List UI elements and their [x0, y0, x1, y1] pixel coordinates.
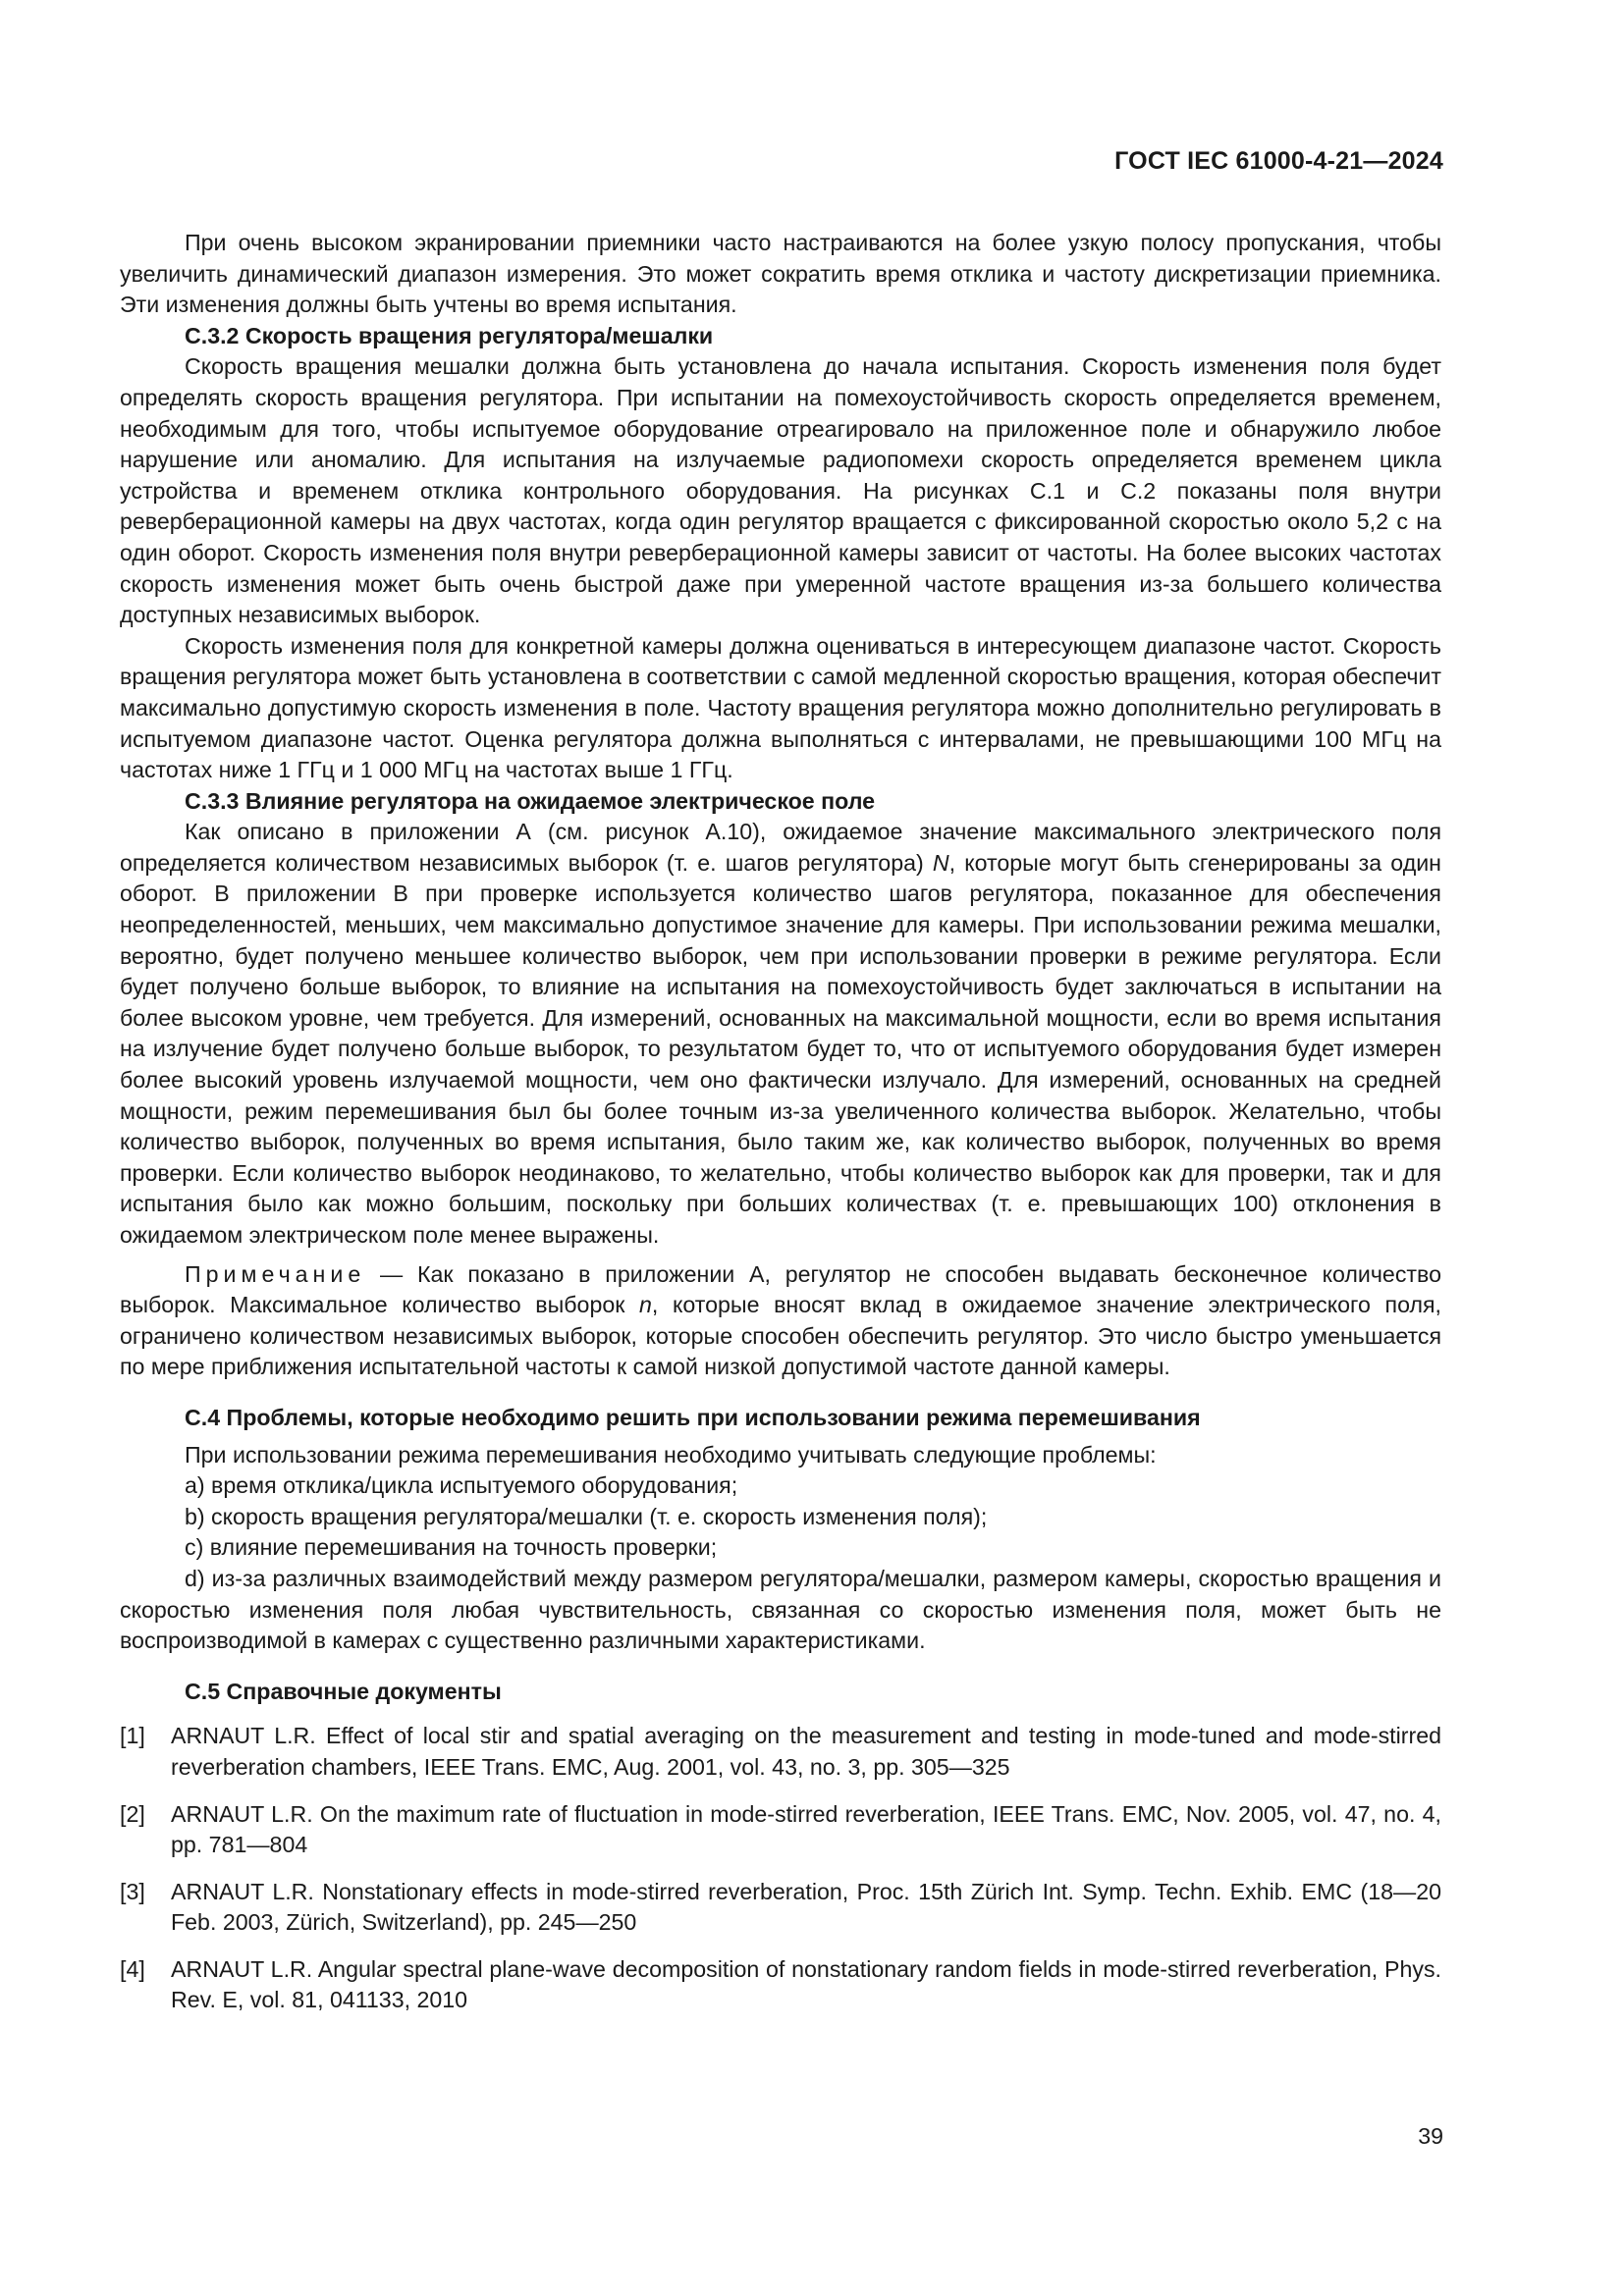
text-run: Как описано в приложении А (см. рисунок А.10), ожидаемое значение максимального электрического поля определяется количеством независимых выборок (т. е. шагов регулятора) [120, 819, 1441, 876]
note-label: Примечание [185, 1260, 366, 1287]
reference-text: ARNAUT L.R. Angular spectral plane-wave decomposition of nonstationary random fields in mode-stirred reverberation, Phys. Rev. E, vol. 81, 041133, 2010 [171, 1955, 1441, 2013]
reference-number: [1] [120, 1723, 145, 1749]
reference-text: ARNAUT L.R. On the maximum rate of fluctuation in mode-stirred reverberation, IEEE Trans. EMC, Nov. 2005, vol. 47, no. 4, pp. 781—804 [171, 1800, 1441, 1858]
reference-text: ARNAUT L.R. Effect of local stir and spatial averaging on the measurement and testing in mode-tuned and mode-stirred reverberation chambers, IEEE Trans. EMC, Aug. 2001, vol. 43, no. 3, pp. 305—325 [171, 1723, 1441, 1780]
reference-number: [2] [120, 1800, 145, 1827]
reference-item [120, 1954, 1441, 2016]
reference-number: [3] [120, 1878, 145, 1904]
section-heading-c32: С.3.2 Скорость вращения регулятора/мешалки [185, 322, 714, 348]
reference-number: [4] [120, 1955, 145, 1982]
list-item-a: a) время отклика/цикла испытуемого оборудования; [185, 1472, 738, 1499]
paragraph-issues-intro: При использовании режима перемешивания необходимо учитывать следующие проблемы: [185, 1441, 1157, 1468]
paragraph-field-rate: Скорость изменения поля для конкретной камеры должна оцениваться в интересующем диапазоне частот. Скорость вращения регулятора может быть установлена в соответствии с самой медленной скоростью вращения, которая обеспечит максимально допустимую скорость изменения в поле. Частоту вращения регулятора можно дополнительно регулировать в испытуемом диапазоне частот. Оценка регулятора должна выполняться с интервалами, не превышающими 100 МГц на частотах ниже 1 ГГц и 1 000 МГц на частотах выше 1 ГГц. [120, 632, 1441, 783]
text-run: — Как показано в приложении А, регулятор не способен выдавать бесконечное количество выборок. Максимальное количество выборок [120, 1260, 1441, 1318]
document-body [120, 228, 1441, 2032]
reference-item [120, 1799, 1441, 1861]
document-header: ГОСТ IEC 61000-4-21—2024 [1114, 147, 1443, 175]
reference-item [120, 1721, 1441, 1783]
variable-n-lower: n [639, 1292, 652, 1318]
section-heading-c33: С.3.3 Влияние регулятора на ожидаемое электрическое поле [185, 787, 876, 814]
text-run: , которые могут быть сгенерированы за один оборот. В приложении В при проверке используется количество шагов регулятора, показанное для обеспечения неопределенностей, меньших, чем максимально допустимое значение для камеры. При использовании режима мешалки, вероятно, будет получено меньшее количество выборок, чем при использовании проверки в режиме регулятора. Если будет получено больше выборок, то влияние на испытания на помехоустойчивость будет заключаться в испытании на более высоком уровне, чем требуется. Для измерений, основанных на максимальной мощности, если во время испытания на излучение будет получено больше выборок, то результатом будет то, что от испытуемого оборудования будет измерен более высокий уровень излучаемой мощности, чем оно фактически излучало. Для измерений, основанных на средней мощности, режим перемешивания был бы более точным из-за увеличенного количества выборок. Желательно, чтобы количество выборок, полученных во время испытания, было таким же, как количество выборок, полученных во время проверки. Если количество выборок неодинаково, то желательно, чтобы количество выборок как для проверки, так и для испытания было как можно большим, поскольку при больших количествах (т. е. превышающих 100) отклонения в ожидаемом электрическом поле менее выражены. [120, 849, 1441, 1248]
reference-text: ARNAUT L.R. Nonstationary effects in mode-stirred reverberation, Proc. 15th Zürich Int. Symp. Techn. Exhib. EMC (18—20 Feb. 2003, Zürich, Switzerland), pp. 245—250 [171, 1878, 1441, 1936]
list-item-b: b) скорость вращения регулятора/мешалки (т. е. скорость изменения поля); [185, 1503, 988, 1529]
list-item-c: c) влияние перемешивания на точность проверки; [185, 1534, 718, 1561]
text-run: , которые вносят вклад в ожидаемое значение электрического поля, ограничено количеством независимых выборок, которые способен обеспечить регулятор. Это число быстро уменьшается по мере приближения испытательной частоты к самой низкой допустимой частоте данной камеры. [120, 1292, 1441, 1380]
paragraph-stirrer-speed: Скорость вращения мешалки должна быть установлена до начала испытания. Скорость изменения поля будет определять скорость вращения регулятора. При испытании на помехоустойчивость скорость определяется временем, необходимым для того, чтобы испытуемое оборудование отреагировало на приложенное поле и обнаружило любое нарушение или аномалию. Для испытания на излучаемые радиопомехи скорость определяется временем цикла устройства и временем отклика контрольного оборудования. На рисунках С.1 и С.2 показаны поля внутри реверберационной камеры на двух частотах, когда один регулятор вращается с фиксированной скоростью около 5,2 с на один оборот. Скорость изменения поля внутри реверберационной камеры зависит от частоты. На более высоких частотах скорость изменения может быть очень быстрой даже при умеренной частоте вращения из-за большего количества доступных независимых выборок. [120, 353, 1441, 628]
paragraph-tuner-influence [120, 817, 1441, 1251]
note-paragraph [120, 1259, 1441, 1383]
paragraph-receivers: При очень высоком экранировании приемники часто настраиваются на более узкую полосу пропускания, чтобы увеличить динамический диапазон измерения. Это может сократить время отклика и частоту дискретизации приемника. Эти изменения должны быть учтены во время испытания. [120, 230, 1441, 318]
list-item-d: d) из-за различных взаимодействий между размером регулятора/мешалки, размером камеры, скоростью вращения и скоростью изменения поля любая чувствительность, связанная со скоростью изменения поля, может быть не воспроизводимой в камерах с существенно различными характеристиками. [120, 1565, 1441, 1654]
references-list [120, 1721, 1441, 2016]
variable-n-upper: N [932, 849, 949, 876]
section-heading-c5: С.5 Справочные документы [185, 1678, 502, 1704]
page-number: 39 [1418, 2123, 1443, 2149]
reference-item [120, 1877, 1441, 1939]
section-heading-c4: С.4 Проблемы, которые необходимо решить при использовании режима перемешивания [185, 1404, 1201, 1430]
